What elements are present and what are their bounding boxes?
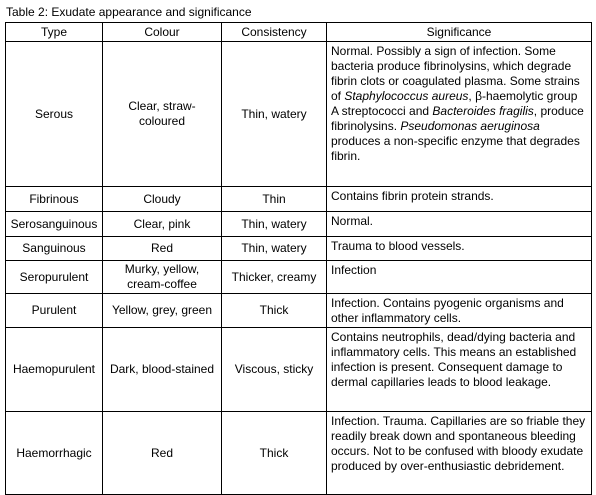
cell-significance: Infection. Trauma. Capillaries are so friable they readily break down and spontaneous bleeding occurs. Not to be confused with bloody exudate produced by over-enthusiastic debridement. <box>327 412 592 495</box>
cell-consistency: Thicker, creamy <box>222 261 327 294</box>
table-row-haemorrhagic <box>6 412 592 495</box>
header-significance: Significance <box>327 23 592 42</box>
cell-colour: Cloudy <box>103 187 222 212</box>
cell-consistency: Thin, watery <box>222 42 327 187</box>
table-row-serosanguinous <box>6 212 592 237</box>
cell-colour: Murky, yellow, cream-coffee <box>103 261 222 294</box>
table-caption: Table 2: Exudate appearance and significance <box>6 5 252 19</box>
cell-colour: Dark, blood-stained <box>103 328 222 412</box>
header-consistency: Consistency <box>222 23 327 42</box>
cell-consistency: Thin, watery <box>222 237 327 261</box>
sig-organism: Bacteroides fragilis <box>432 104 534 118</box>
cell-type: Fibrinous <box>6 187 103 212</box>
sig-text: , β-haemolytic group A streptococci and <box>331 89 578 118</box>
header-type: Type <box>6 23 103 42</box>
cell-colour: Clear, pink <box>103 212 222 237</box>
sig-organism: Staphylococcus aureus <box>344 89 469 103</box>
table-row-purulent <box>6 294 592 328</box>
cell-type: Purulent <box>6 294 103 328</box>
cell-colour: Red <box>103 237 222 261</box>
cell-type: Serous <box>6 42 103 187</box>
cell-type: Serosanguinous <box>6 212 103 237</box>
cell-type: Haemopurulent <box>6 328 103 412</box>
header-colour: Colour <box>103 23 222 42</box>
cell-colour: Red <box>103 412 222 495</box>
cell-colour: Clear, straw-coloured <box>103 42 222 187</box>
exudate-table <box>5 22 592 495</box>
cell-type: Seropurulent <box>6 261 103 294</box>
cell-consistency: Viscous, sticky <box>222 328 327 412</box>
cell-significance <box>327 42 592 187</box>
cell-significance: Infection. Contains pyogenic organisms and other inflammatory cells. <box>327 294 592 328</box>
sig-organism: Pseudomonas aeruginosa <box>400 119 540 133</box>
cell-significance: Trauma to blood vessels. <box>327 237 592 261</box>
cell-consistency: Thick <box>222 294 327 328</box>
sig-text: , produce fibrinolysins. <box>331 104 584 133</box>
cell-significance: Infection <box>327 261 592 294</box>
cell-consistency: Thin, watery <box>222 212 327 237</box>
cell-consistency: Thin <box>222 187 327 212</box>
cell-consistency: Thick <box>222 412 327 495</box>
table-row-seropurulent <box>6 261 592 294</box>
table-row-fibrinous <box>6 187 592 212</box>
cell-significance: Contains fibrin protein strands. <box>327 187 592 212</box>
cell-colour: Yellow, grey, green <box>103 294 222 328</box>
cell-significance: Contains neutrophils, dead/dying bacteria and inflammatory cells. This means an established infection is present. Consequent damage to dermal capillaries leads to blood leakage. <box>327 328 592 412</box>
table-row-sanguinous <box>6 237 592 261</box>
header-row <box>6 23 592 42</box>
table-row-serous <box>6 42 592 187</box>
sig-text: Normal. Possibly a sign of infection. Some bacteria produce fibrinolysins, which degrade fibrin clots or coagulated plasma. Some strains of <box>331 44 580 103</box>
cell-type: Haemorrhagic <box>6 412 103 495</box>
table-row-haemopurulent <box>6 328 592 412</box>
sig-text: produces a non-specific enzyme that degrades fibrin. <box>331 134 580 163</box>
cell-significance: Normal. <box>327 212 592 237</box>
cell-type: Sanguinous <box>6 237 103 261</box>
